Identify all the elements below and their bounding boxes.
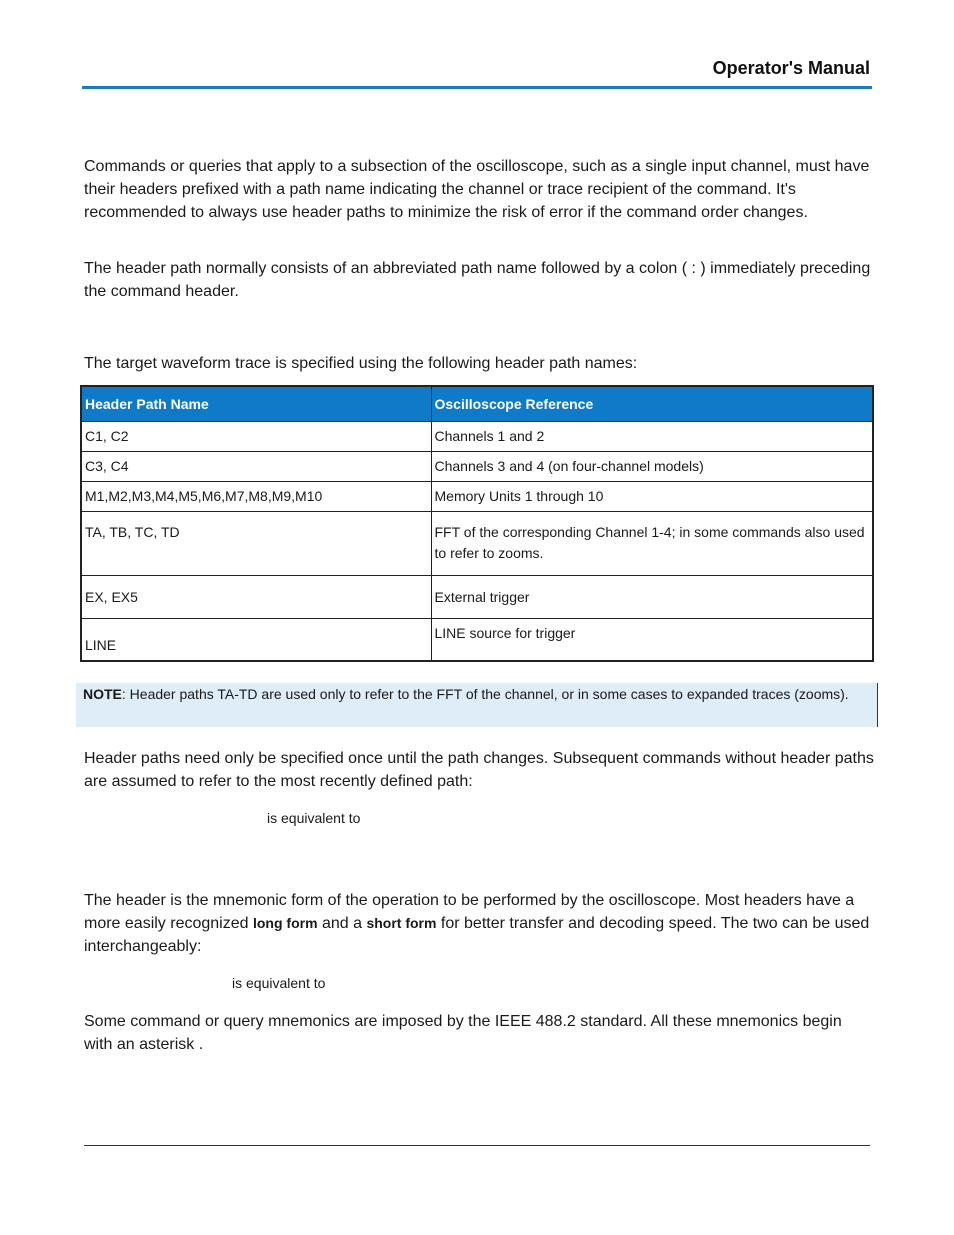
equivalence-text-2: is equivalent to	[232, 975, 326, 991]
path-name-cell: EX, EX5	[81, 576, 431, 619]
page-header-title: Operator's Manual	[712, 58, 870, 78]
table-row	[81, 482, 873, 512]
header-paths-paragraph: Header paths need only be specified once until the path changes. Subsequent commands without header paths are assumed to refer to the most recently defined path:	[84, 750, 874, 790]
reference-cell: Memory Units 1 through 10	[431, 482, 873, 512]
intro-paragraph-1: Commands or queries that apply to a subsection of the oscilloscope, such as a single input channel, must have their headers prefixed with a path name indicating the channel or trace recipient of the command. It's recommended to always use header paths to minimize the risk of error if the command order changes.	[84, 158, 870, 221]
ieee-paragraph: Some command or query mnemonics are imposed by the IEEE 488.2 standard. All these mnemonics begin with an asterisk .	[84, 1013, 842, 1053]
table-row	[81, 512, 873, 576]
reference-cell: FFT of the corresponding Channel 1-4; in some commands also used to refer to zooms.	[431, 512, 873, 576]
long-form-term: long form	[252, 915, 318, 931]
equivalence-text-1: is equivalent to	[267, 810, 361, 826]
note-text: : Header paths TA-TD are used only to refer to the FFT of the channel, or in some cases to expanded traces (zooms).	[121, 686, 849, 702]
table-row	[81, 452, 873, 482]
path-name-cell: TA, TB, TC, TD	[81, 512, 431, 576]
column-header-path-name: Header Path Name	[81, 386, 431, 422]
path-name-cell: M1,M2,M3,M4,M5,M6,M7,M8,M9,M10	[81, 482, 431, 512]
path-name-cell: LINE	[81, 619, 431, 661]
table-header-row	[81, 386, 873, 422]
path-name-cell: C3, C4	[81, 452, 431, 482]
reference-cell: Channels 3 and 4 (on four-channel models)	[431, 452, 873, 482]
intro-paragraph-2: The header path normally consists of an abbreviated path name followed by a colon ( : ) immediately preceding the command header.	[84, 260, 871, 300]
table-row	[81, 422, 873, 452]
note-label: NOTE	[83, 686, 122, 702]
header-mnemonic-paragraph	[84, 889, 874, 958]
footer-divider	[84, 1145, 870, 1146]
header-divider	[82, 86, 872, 89]
reference-cell: Channels 1 and 2	[431, 422, 873, 452]
table-row	[81, 619, 873, 661]
header-para-text-2: and a	[317, 915, 367, 932]
reference-cell: LINE source for trigger	[431, 619, 873, 661]
note-box	[76, 683, 878, 727]
target-trace-intro: The target waveform trace is specified using the following header path names:	[84, 355, 638, 372]
table-row	[81, 576, 873, 619]
header-para-text-3: for better transfer and decoding speed. The two can be used interchangeably:	[84, 915, 870, 955]
header-path-table	[80, 385, 874, 662]
short-form-term: short form	[366, 915, 437, 931]
path-name-cell: C1, C2	[81, 422, 431, 452]
header-para-text-1: The header is the mnemonic form of the operation to be performed by the oscilloscope. Most headers have a more easily recognized	[84, 892, 855, 932]
column-header-oscilloscope-reference: Oscilloscope Reference	[431, 386, 873, 422]
reference-cell: External trigger	[431, 576, 873, 619]
